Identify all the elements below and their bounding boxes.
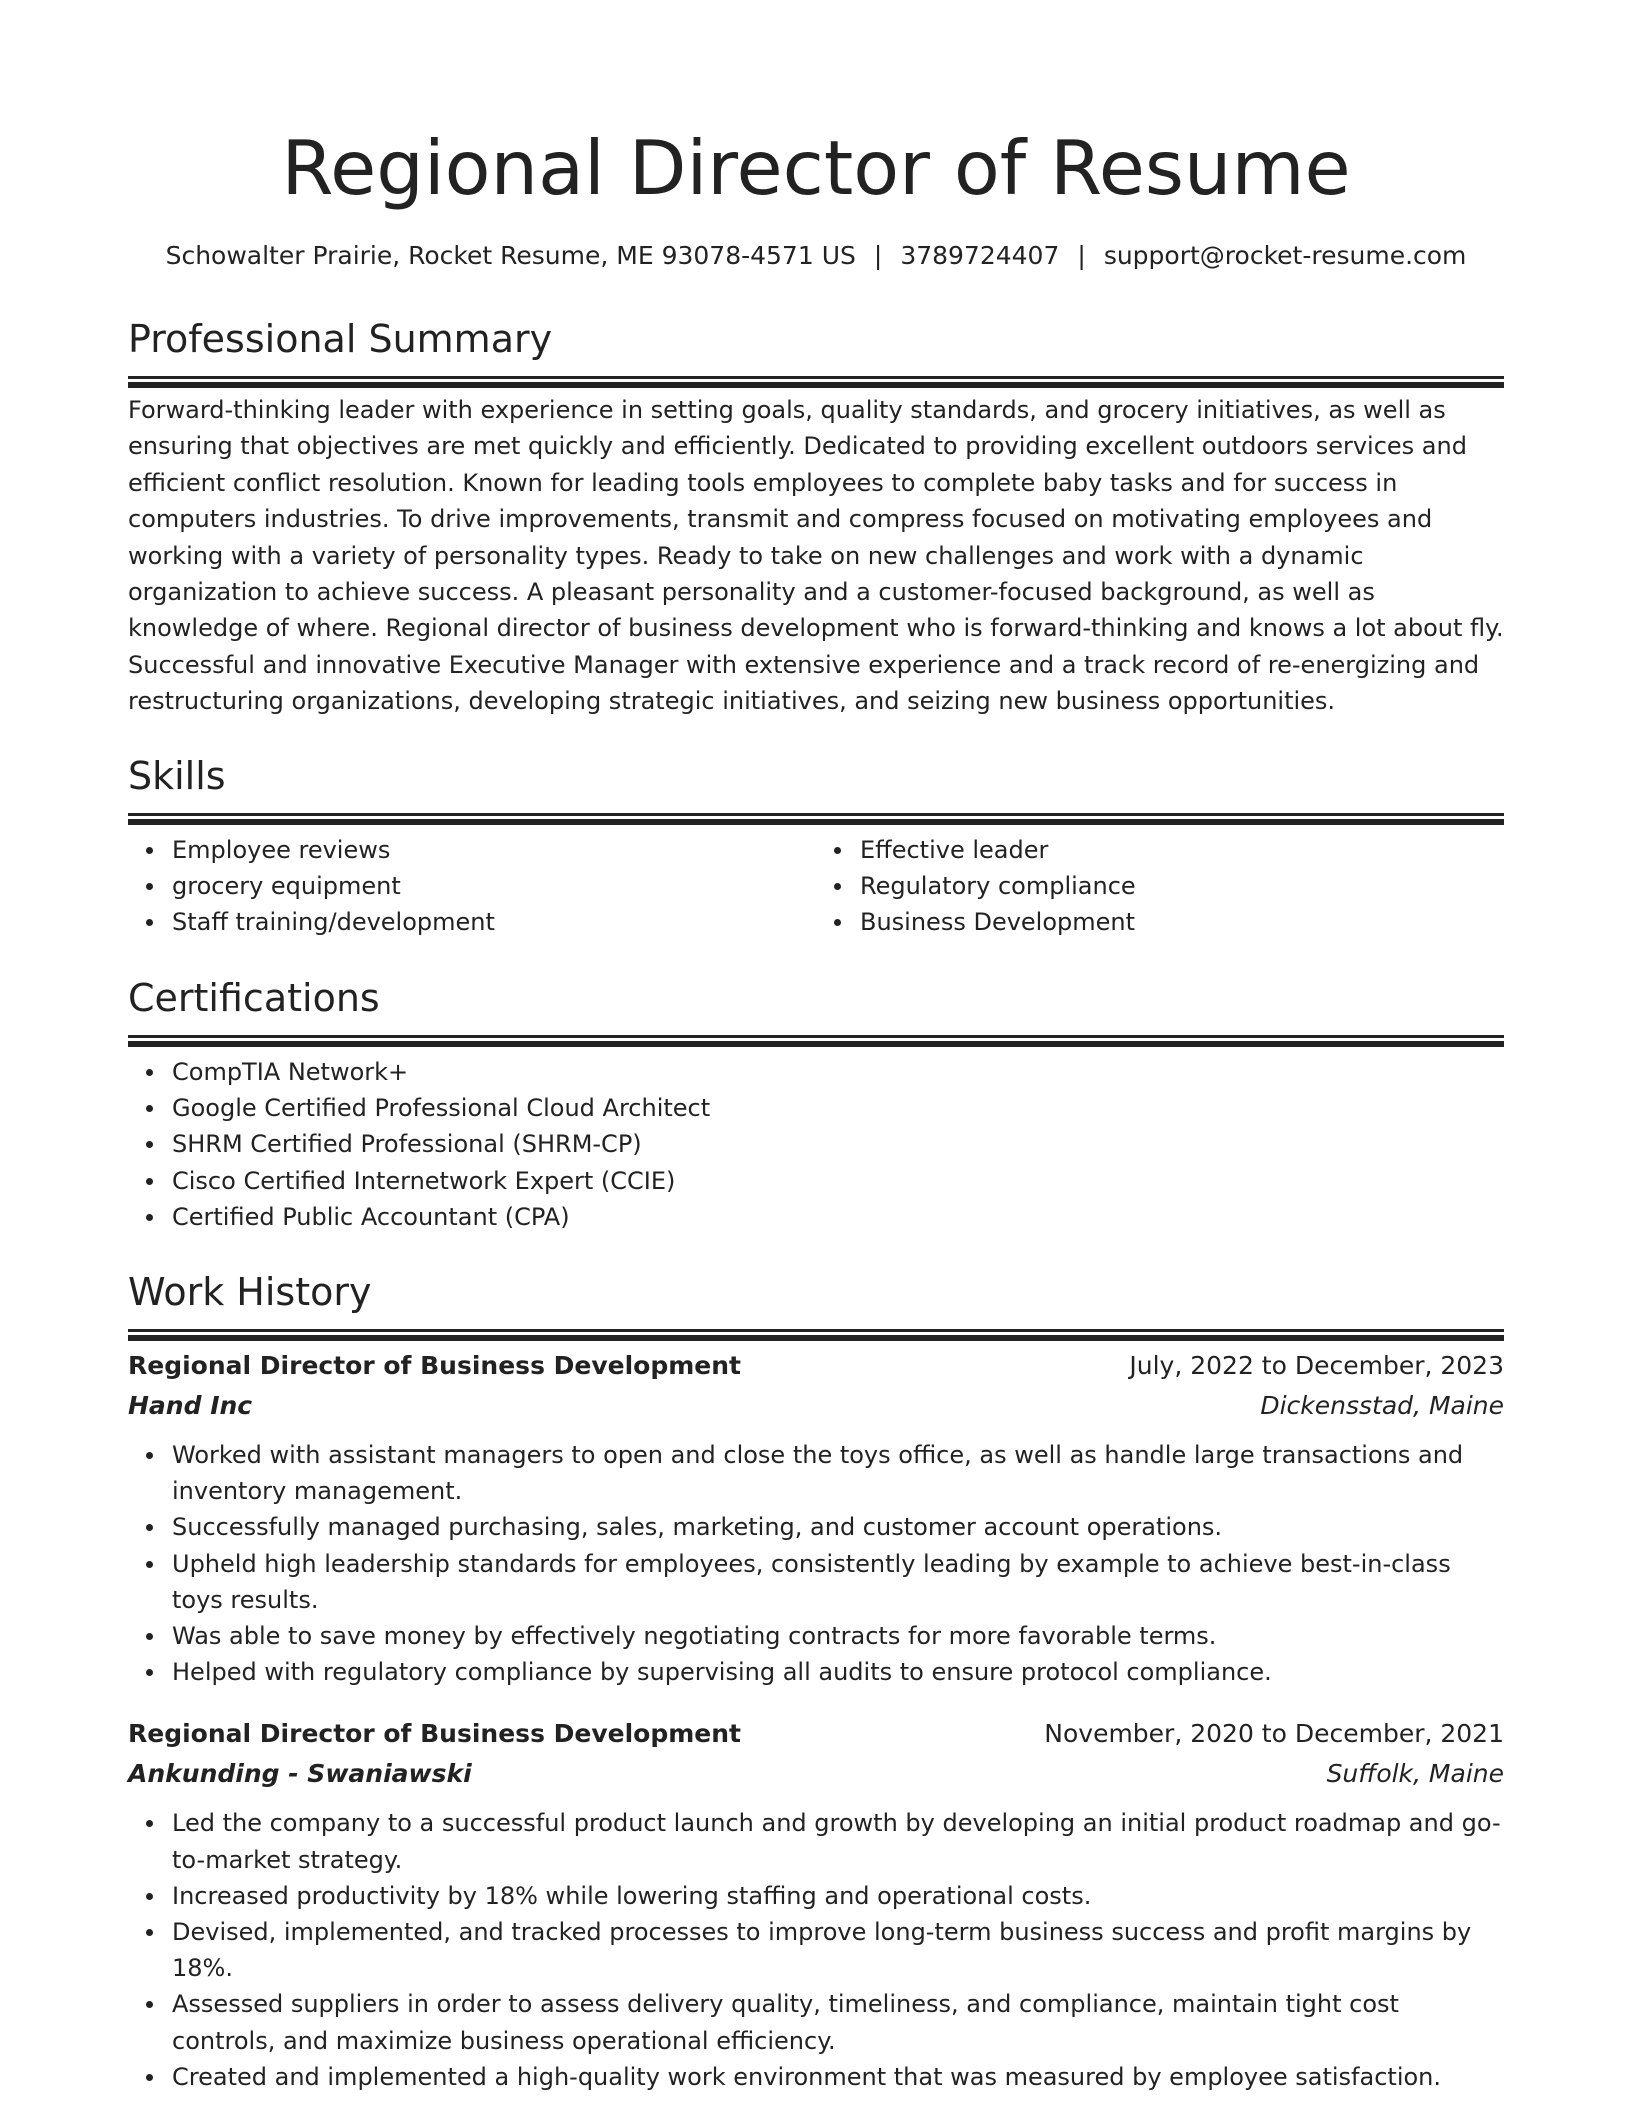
job-bullet: Upheld high leadership standards for employees, consistently leading by example to achieve best-in-class toys results. [172, 1546, 1504, 1618]
job-header [128, 1714, 1504, 1754]
skill-item: grocery equipment [172, 868, 816, 904]
job-bullet: Assessed suppliers in order to assess delivery quality, timeliness, and compliance, maintain tight cost controls, and maximize business operational efficiency. [172, 1986, 1504, 2058]
work-history-section [128, 1267, 1504, 2095]
skills-list-left [128, 832, 816, 941]
job-location: Dickensstad, Maine [1260, 1391, 1504, 1420]
job-bullet: Worked with assistant managers to open and close the toys office, as well as handle large transactions and inventory management. [172, 1437, 1504, 1509]
skill-item: Regulatory compliance [860, 868, 1504, 904]
certification-item: Certified Public Accountant (CPA) [172, 1199, 1504, 1235]
resume-name: Regional Director of Resume [281, 124, 1351, 212]
contact-address: Schowalter Prairie, Rocket Resume, ME 93078-4571 US [165, 241, 856, 270]
contact-separator: | [873, 241, 883, 270]
contact-line [128, 240, 1504, 272]
job-company: Ankunding - Swaniawski [128, 1759, 472, 1789]
job-bullets [128, 1805, 1504, 2095]
job-entry [128, 1714, 1504, 2095]
job-bullet: Increased productivity by 18% while lowering staffing and operational costs. [172, 1878, 1504, 1914]
skills-section [128, 751, 1504, 941]
job-dates: July, 2022 to December, 2023 [1129, 1351, 1504, 1380]
certification-item: Google Certified Professional Cloud Architect [172, 1090, 1504, 1126]
section-divider [128, 1329, 1504, 1332]
certification-item: Cisco Certified Internetwork Expert (CCIE) [172, 1163, 1504, 1199]
section-divider [128, 376, 1504, 379]
certifications-heading: Certifications [128, 976, 380, 1020]
skill-item: Business Development [860, 904, 1504, 940]
certifications-section [128, 973, 1504, 1235]
job-location: Suffolk, Maine [1326, 1759, 1504, 1789]
skill-item: Effective leader [860, 832, 1504, 868]
skill-item: Staff training/development [172, 904, 816, 940]
skills-list-right [816, 832, 1504, 941]
work-history-heading: Work History [128, 1270, 372, 1314]
summary-section [128, 314, 1504, 720]
job-dates: November, 2020 to December, 2021 [1044, 1719, 1504, 1749]
job-title: Regional Director of Business Development [128, 1351, 742, 1380]
job-bullet: Helped with regulatory compliance by supervising all audits to ensure protocol compliance. [172, 1654, 1504, 1690]
certification-item: CompTIA Network+ [172, 1054, 1504, 1090]
job-bullet: Successfully managed purchasing, sales, marketing, and customer account operations. [172, 1509, 1504, 1545]
job-bullet: Created and implemented a high-quality work environment that was measured by employee satisfaction. [172, 2059, 1504, 2095]
job-bullet: Devised, implemented, and tracked processes to improve long-term business success and profit margins by 18%. [172, 1914, 1504, 1986]
section-divider [128, 1035, 1504, 1038]
job-entry [128, 1346, 1504, 1690]
job-subheader [128, 1754, 1504, 1794]
summary-text: Forward-thinking leader with experience in setting goals, quality standards, and grocery initiatives, as well as ensuring that objectives are met quickly and efficiently. Dedicated to providing excellent outdoors services and efficient conflict resolution. Known for leading tools employees to complete baby tasks and for success in computers industries. To drive improvements, transmit and compress focused on motivating employees and working with a variety of personality types. Ready to take on new challenges and work with a dynamic organization to achieve success. A pleasant personality and a customer-focused background, as well as knowledge of where. Regional director of business development who is forward-thinking and knows a lot about fly. Successful and innovative Executive Manager with extensive experience and a track record of re-energizing and restructuring organizations, developing strategic initiatives, and seizing new business opportunities. [128, 396, 1504, 716]
certifications-list [128, 1054, 1504, 1235]
job-company: Hand Inc [128, 1391, 253, 1420]
job-title: Regional Director of Business Development [128, 1719, 742, 1749]
job-subheader [128, 1386, 1504, 1426]
job-bullet: Was able to save money by effectively negotiating contracts for more favorable terms. [172, 1618, 1504, 1654]
job-bullets [128, 1437, 1504, 1690]
certification-item: SHRM Certified Professional (SHRM-CP) [172, 1126, 1504, 1162]
skills-heading: Skills [128, 754, 226, 798]
skill-item: Employee reviews [172, 832, 816, 868]
contact-separator: | [1077, 241, 1086, 270]
section-divider [128, 813, 1504, 816]
contact-phone: 3789724407 [900, 241, 1060, 270]
job-bullet: Led the company to a successful product launch and growth by developing an initial product roadmap and go-to-market strategy. [172, 1805, 1504, 1877]
skills-grid [128, 832, 1504, 941]
contact-email: support@rocket-resume.com [1103, 241, 1467, 270]
job-header [128, 1346, 1504, 1386]
summary-heading: Professional Summary [128, 317, 553, 361]
